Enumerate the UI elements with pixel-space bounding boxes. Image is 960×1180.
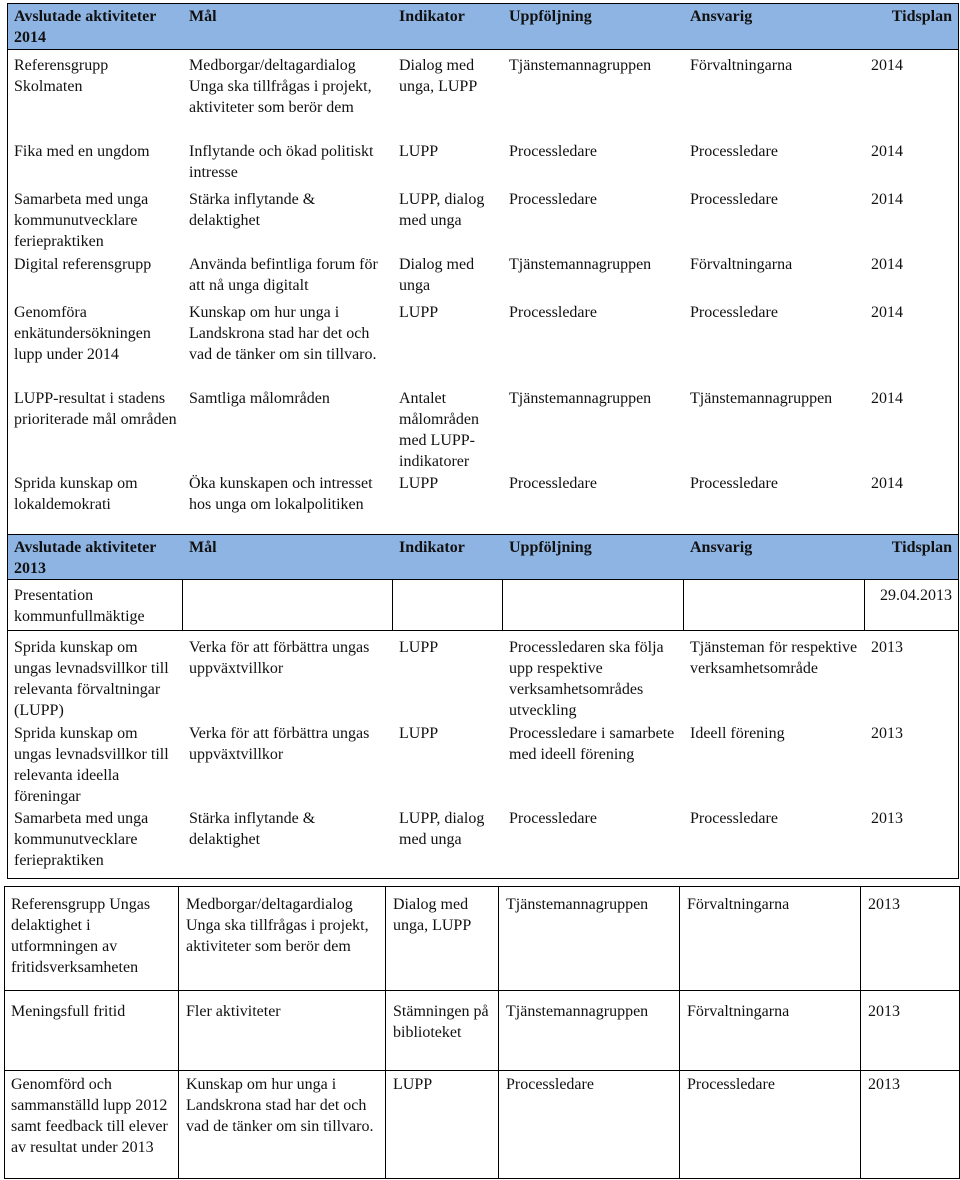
- cell-mal: Stärka inflytande & delaktighet: [189, 810, 316, 848]
- cell-ansvarig: Processledare: [690, 191, 778, 208]
- cell-mal: Kunskap om hur unga i Landskrona stad har det och vad de tänker om sin tillvaro.: [186, 1076, 374, 1135]
- cell-indikator: LUPP: [399, 639, 439, 656]
- cell-ansvarig: Ideell förening: [690, 725, 785, 742]
- cell-divider: [182, 579, 183, 630]
- header-col-tidsplan: Tidsplan: [891, 539, 952, 556]
- cell-aktivitet: Digital referensgrupp: [14, 256, 152, 273]
- row-divider: [4, 1070, 960, 1071]
- table-row: [8, 721, 958, 807]
- header-col-tidsplan: Tidsplan: [891, 8, 952, 25]
- cell-tidsplan: 2014: [871, 256, 903, 273]
- cell-uppfoljning: Tjänstemannagruppen: [506, 1003, 649, 1020]
- cell-uppfoljning: Processledare: [509, 810, 597, 827]
- cell-ansvarig: Förvaltningarna: [690, 57, 793, 74]
- cell-mal: Samtliga målområden: [189, 390, 330, 407]
- cell-aktivitet: Fika med en ungdom: [14, 143, 150, 160]
- cell-ansvarig: Processledare: [690, 143, 778, 160]
- table-row: [5, 892, 955, 978]
- table-row: [8, 300, 958, 365]
- cell-indikator: LUPP: [393, 1076, 433, 1093]
- cell-uppfoljning: Processledare: [509, 304, 597, 321]
- cell-mal: Använda befintliga forum för att nå unga digitalt: [189, 256, 378, 294]
- cell-mal: Stärka inflytande & delaktighet: [189, 191, 316, 229]
- cell-aktivitet: Samarbeta med unga kommunutvecklare feriepraktiken: [14, 191, 149, 250]
- cell-ansvarig: Processledare: [690, 475, 778, 492]
- cell-aktivitet: Sprida kunskap om ungas levnadsvillkor till relevanta ideella föreningar: [14, 725, 169, 805]
- cell-indikator: LUPP: [399, 304, 439, 321]
- cell-uppfoljning: [503, 583, 684, 627]
- cell-mal: Medborgar/deltagardialog Unga ska tillfrågas i projekt, aktiviteter som berör dem: [186, 896, 369, 955]
- cell-mal: Öka kunskapen och intresset hos unga om lokalpolitiken: [189, 475, 373, 513]
- cell-indikator: LUPP: [399, 475, 439, 492]
- cell-uppfoljning: Processledare: [509, 143, 597, 160]
- cell-ansvarig: [684, 583, 865, 627]
- cell-uppfoljning: Tjänstemannagruppen: [509, 390, 652, 407]
- cell-indikator: LUPP, dialog med unga: [399, 810, 485, 848]
- cell-aktivitet: Genomförd och sammanställd lupp 2012 samt feedback till elever av resultat under 2013: [11, 1076, 168, 1156]
- cell-mal: [183, 583, 393, 627]
- cell-uppfoljning: Processledare: [506, 1076, 594, 1093]
- cell-aktivitet: Genomföra enkätundersökningen lupp under 2014: [14, 304, 151, 363]
- header-col-indikator: Indikator: [399, 8, 465, 25]
- table-row: [5, 1072, 955, 1158]
- cell-indikator: Stämningen på biblioteket: [393, 1003, 489, 1041]
- table-row: [8, 139, 958, 183]
- table-border: [4, 886, 960, 887]
- cell-mal: Verka för att förbättra ungas uppväxtvillkor: [189, 725, 370, 763]
- cell-uppfoljning: Tjänstemannagruppen: [509, 57, 652, 74]
- table-row: [8, 53, 958, 118]
- cell-tidsplan: 29.04.2013: [880, 587, 952, 604]
- table-border: [7, 3, 959, 4]
- cell-divider: [860, 886, 861, 1179]
- cell-indikator: [393, 583, 503, 627]
- cell-tidsplan: 2013: [871, 725, 903, 742]
- table-border: [7, 878, 959, 879]
- cell-uppfoljning: Tjänstemannagruppen: [509, 256, 652, 273]
- cell-aktivitet: LUPP-resultat i stadens prioriterade mål områden: [14, 390, 177, 428]
- cell-divider: [392, 579, 393, 630]
- table-border: [4, 1178, 960, 1179]
- cell-tidsplan: 2014: [871, 304, 903, 321]
- cell-indikator: LUPP, dialog med unga: [399, 191, 485, 229]
- cell-divider: [864, 579, 865, 630]
- cell-tidsplan: 2014: [871, 191, 903, 208]
- cell-aktivitet: Meningsfull fritid: [11, 1003, 126, 1020]
- cell-aktivitet: Sprida kunskap om lokaldemokrati: [14, 475, 138, 513]
- cell-aktivitet: Presentation kommunfullmäktige: [14, 587, 145, 625]
- header-col-ansvarig: Ansvarig: [690, 8, 753, 25]
- cell-uppfoljning: Processledare: [509, 191, 597, 208]
- cell-tidsplan: 2013: [868, 1076, 900, 1093]
- cell-divider: [385, 886, 386, 1179]
- cell-divider: [498, 886, 499, 1179]
- cell-aktivitet: Sprida kunskap om ungas levnadsvillkor till relevanta förvaltningar (LUPP): [14, 639, 169, 719]
- table-row: [8, 583, 958, 627]
- cell-divider: [679, 886, 680, 1179]
- cell-divider: [178, 886, 179, 1179]
- table-row: [8, 252, 958, 296]
- cell-tidsplan: 2013: [868, 896, 900, 913]
- cell-indikator: Dialog med unga, LUPP: [393, 896, 472, 934]
- table-row: [8, 635, 958, 721]
- cell-uppfoljning: Processledaren ska följa upp respektive verksamhetsområdes utveckling: [509, 639, 664, 719]
- cell-ansvarig: Förvaltningarna: [687, 896, 790, 913]
- cell-uppfoljning: Tjänstemannagruppen: [506, 896, 649, 913]
- table-border: [958, 3, 959, 878]
- cell-aktivitet: Referensgrupp Ungas delaktighet i utformningen av fritidsverksamheten: [11, 896, 151, 976]
- header-col-mal: Mål: [189, 539, 217, 556]
- cell-tidsplan: 2013: [871, 810, 903, 827]
- cell-indikator: Dialog med unga: [399, 256, 475, 294]
- cell-ansvarig: Processledare: [687, 1076, 775, 1093]
- cell-tidsplan: 2014: [871, 57, 903, 74]
- cell-mal: Inflytande och ökad politiskt intresse: [189, 143, 374, 181]
- header-divider: [7, 579, 959, 580]
- header-col-uppfoljning: Uppföljning: [509, 539, 592, 556]
- cell-indikator: LUPP: [399, 143, 439, 160]
- cell-mal: Kunskap om hur unga i Landskrona stad har det och vad de tänker om sin tillvaro.: [189, 304, 377, 363]
- cell-tidsplan: 2014: [871, 390, 903, 407]
- row-divider: [4, 990, 960, 991]
- cell-ansvarig: Förvaltningarna: [690, 256, 793, 273]
- cell-indikator: Antalet målområden med LUPP-indikatorer: [399, 390, 479, 470]
- cell-divider: [502, 579, 503, 630]
- cell-aktivitet: Samarbeta med unga kommunutvecklare feriepraktiken: [14, 810, 149, 869]
- header-col-indikator: Indikator: [399, 539, 465, 556]
- cell-ansvarig: Tjänsteman för respektive verksamhetsområde: [690, 639, 858, 677]
- header-col-aktivitet: Avslutade aktiviteter 2013: [14, 539, 157, 577]
- table-border: [7, 3, 8, 878]
- cell-ansvarig: Processledare: [690, 304, 778, 321]
- table-row: [8, 187, 958, 252]
- table-header-2014: [8, 4, 958, 49]
- table-row: [8, 471, 958, 515]
- cell-aktivitet: Referensgrupp Skolmaten: [14, 57, 109, 95]
- cell-indikator: LUPP: [399, 725, 439, 742]
- cell-mal: Medborgar/deltagardialog Unga ska tillfrågas i projekt, aktiviteter som berör dem: [189, 57, 372, 116]
- header-divider: [7, 49, 959, 50]
- table-row: [8, 386, 958, 472]
- cell-tidsplan: 2014: [871, 143, 903, 160]
- row-divider: [7, 630, 959, 631]
- cell-ansvarig: Processledare: [690, 810, 778, 827]
- header-divider: [7, 534, 959, 535]
- table-row: [8, 806, 958, 871]
- cell-uppfoljning: Processledare: [509, 475, 597, 492]
- table-border: [4, 886, 5, 1179]
- cell-mal: Verka för att förbättra ungas uppväxtvillkor: [189, 639, 370, 677]
- cell-mal: Fler aktiviteter: [186, 1003, 281, 1020]
- cell-ansvarig: Tjänstemannagruppen: [690, 390, 833, 407]
- header-col-ansvarig: Ansvarig: [690, 539, 753, 556]
- header-col-mal: Mål: [189, 8, 217, 25]
- header-col-uppfoljning: Uppföljning: [509, 8, 592, 25]
- header-col-aktivitet: Avslutade aktiviteter 2014: [14, 8, 157, 46]
- table-header-2013: [8, 535, 958, 579]
- cell-tidsplan: 2014: [871, 475, 903, 492]
- cell-indikator: Dialog med unga, LUPP: [399, 57, 478, 95]
- cell-ansvarig: Förvaltningarna: [687, 1003, 790, 1020]
- cell-uppfoljning: Processledare i samarbete med ideell förening: [509, 725, 675, 763]
- cell-tidsplan: 2013: [871, 639, 903, 656]
- cell-divider: [683, 579, 684, 630]
- cell-tidsplan: 2013: [868, 1003, 900, 1020]
- table-row: [5, 999, 955, 1043]
